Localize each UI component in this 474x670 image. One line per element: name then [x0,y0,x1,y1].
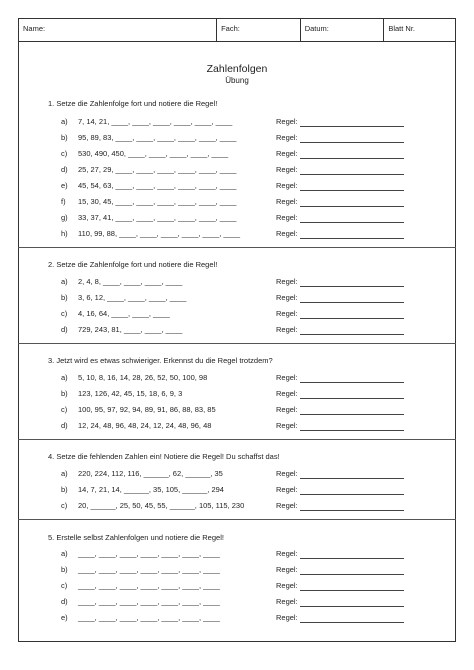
exercise-row [0,197,474,209]
exercise-row [0,213,474,225]
number-sequence[interactable]: 100, 95, 97, 92, 94, 89, 91, 86, 88, 83, 85 [78,405,216,414]
number-sequence[interactable]: 20, ______, 25, 50, 45, 55, ______, 105, 115, 230 [78,501,245,510]
exercise-label: c) [61,405,68,414]
exercise-label: b) [61,485,68,494]
exercise-label: c) [61,501,68,510]
number-sequence[interactable]: 3, 6, 12, ____, ____, ____, ____ [78,293,187,302]
exercise-label: h) [61,229,68,238]
exercise-row [0,421,474,433]
rule-label: Regel: [276,373,298,382]
rule-label: Regel: [276,421,298,430]
exercise-label: e) [61,613,68,622]
exercise-row [0,133,474,145]
rule-label: Regel: [276,501,298,510]
number-sequence[interactable]: 110, 99, 88, ____, ____, ____, ____, ____, ____ [78,229,241,238]
number-sequence[interactable]: ____, ____, ____, ____, ____, ____, ____ [78,597,220,606]
exercise-row [0,469,474,481]
exercise-label: e) [61,181,68,190]
number-sequence[interactable]: 4, 16, 64, ____, ____, ____ [78,309,170,318]
exercise-row [0,581,474,593]
rule-label: Regel: [276,181,298,190]
rule-label: Regel: [276,149,298,158]
rule-label: Regel: [276,277,298,286]
rule-label: Regel: [276,469,298,478]
rule-label: Regel: [276,325,298,334]
exercise-label: b) [61,389,68,398]
rule-answer-line[interactable] [300,158,404,159]
exercise-label: a) [61,549,68,558]
page-subtitle: Übung [225,76,249,85]
exercise-row [0,293,474,305]
rule-answer-line[interactable] [300,238,404,239]
rule-label: Regel: [276,597,298,606]
number-sequence[interactable]: 729, 243, 81, ____, ____, ____ [78,325,183,334]
exercise-label: b) [61,133,68,142]
exercise-row [0,613,474,625]
fach-field[interactable] [217,19,301,41]
blatt-label: Blatt Nr. [388,24,415,33]
exercise-label: g) [61,213,68,222]
number-sequence[interactable]: 15, 30, 45, ____, ____, ____, ____, ____, ____ [78,197,237,206]
section-divider [18,519,456,520]
number-sequence[interactable]: 12, 24, 48, 96, 48, 24, 12, 24, 48, 96, 48 [78,421,212,430]
rule-answer-line[interactable] [300,190,404,191]
rule-answer-line[interactable] [300,558,404,559]
exercise-label: d) [61,597,68,606]
section-divider [18,439,456,440]
task-heading: 1. Setze die Zahlenfolge fort und notiere die Regel! [48,99,218,108]
rule-label: Regel: [276,485,298,494]
number-sequence[interactable]: ____, ____, ____, ____, ____, ____, ____ [78,613,220,622]
number-sequence[interactable]: 123, 126, 42, 45, 15, 18, 6, 9, 3 [78,389,183,398]
exercise-label: c) [61,309,68,318]
blatt-field[interactable] [384,19,455,41]
rule-answer-line[interactable] [300,414,404,415]
worksheet-header [18,18,456,42]
rule-label: Regel: [276,117,298,126]
task-heading: 3. Jetzt wird es etwas schwieriger. Erkennst du die Regel trotzdem? [48,356,273,365]
exercise-label: a) [61,373,68,382]
rule-label: Regel: [276,133,298,142]
rule-label: Regel: [276,165,298,174]
number-sequence[interactable]: 2, 4, 8, ____, ____, ____, ____ [78,277,183,286]
rule-answer-line[interactable] [300,590,404,591]
exercise-row [0,597,474,609]
rule-answer-line[interactable] [300,606,404,607]
exercise-row [0,117,474,129]
rule-answer-line[interactable] [300,126,404,127]
datum-field[interactable] [301,19,385,41]
exercise-label: d) [61,325,68,334]
exercise-label: a) [61,277,68,286]
task-heading: 5. Erstelle selbst Zahlenfolgen und notiere die Regel! [48,533,224,542]
rule-answer-line[interactable] [300,382,404,383]
rule-label: Regel: [276,213,298,222]
exercise-label: f) [61,197,66,206]
rule-label: Regel: [276,405,298,414]
exercise-row [0,229,474,241]
exercise-label: c) [61,581,68,590]
number-sequence[interactable]: ____, ____, ____, ____, ____, ____, ____ [78,565,220,574]
number-sequence[interactable]: 7, 14, 21, ____, ____, ____, ____, ____, ____ [78,117,233,126]
name-label: Name: [23,24,46,33]
number-sequence[interactable]: ____, ____, ____, ____, ____, ____, ____ [78,581,220,590]
rule-label: Regel: [276,549,298,558]
exercise-label: d) [61,165,68,174]
exercise-row [0,309,474,321]
rule-label: Regel: [276,309,298,318]
number-sequence[interactable]: 33, 37, 41, ____, ____, ____, ____, ____, ____ [78,213,237,222]
rule-answer-line[interactable] [300,174,404,175]
exercise-label: c) [61,149,68,158]
exercise-row [0,165,474,177]
exercise-row [0,565,474,577]
section-divider [18,247,456,248]
exercise-row [0,405,474,417]
rule-answer-line[interactable] [300,206,404,207]
rule-answer-line[interactable] [300,334,404,335]
rule-answer-line[interactable] [300,286,404,287]
number-sequence[interactable]: 220, 224, 112, 116, ______, 62, ______, 35 [78,469,223,478]
number-sequence[interactable]: 530, 490, 450, ____, ____, ____, ____, ____ [78,149,229,158]
fach-label: Fach: [221,24,240,33]
rule-label: Regel: [276,581,298,590]
number-sequence[interactable]: 5, 10, 8, 16, 14, 28, 26, 52, 50, 100, 98 [78,373,208,382]
exercise-row [0,277,474,289]
rule-answer-line[interactable] [300,142,404,143]
number-sequence[interactable]: ____, ____, ____, ____, ____, ____, ____ [78,549,220,558]
rule-answer-line[interactable] [300,318,404,319]
task-heading: 2. Setze die Zahlenfolge fort und notiere die Regel! [48,260,218,269]
rule-answer-line[interactable] [300,574,404,575]
exercise-row [0,149,474,161]
rule-answer-line[interactable] [300,222,404,223]
exercise-row [0,549,474,561]
rule-label: Regel: [276,389,298,398]
rule-label: Regel: [276,613,298,622]
section-divider [18,343,456,344]
number-sequence[interactable]: 45, 54, 63, ____, ____, ____, ____, ____, ____ [78,181,237,190]
rule-answer-line[interactable] [300,430,404,431]
exercise-label: b) [61,293,68,302]
rule-label: Regel: [276,197,298,206]
rule-label: Regel: [276,229,298,238]
exercise-row [0,373,474,385]
exercise-row [0,325,474,337]
rule-answer-line[interactable] [300,398,404,399]
rule-answer-line[interactable] [300,494,404,495]
exercise-label: b) [61,565,68,574]
exercise-row [0,485,474,497]
exercise-label: a) [61,469,68,478]
rule-answer-line[interactable] [300,478,404,479]
exercise-row [0,181,474,193]
number-sequence[interactable]: 25, 27, 29, ____, ____, ____, ____, ____, ____ [78,165,237,174]
number-sequence[interactable]: 14, 7, 21, 14, ______, 35, 105, ______, 294 [78,485,224,494]
exercise-row [0,501,474,513]
rule-answer-line[interactable] [300,510,404,511]
task-heading: 4. Setze die fehlenden Zahlen ein! Notiere die Regel! Du schaffst das! [48,452,280,461]
datum-label: Datum: [304,24,329,33]
rule-answer-line[interactable] [300,622,404,623]
exercise-label: d) [61,421,68,430]
rule-label: Regel: [276,565,298,574]
name-field[interactable] [19,19,217,41]
exercise-row [0,389,474,401]
page-title: Zahlenfolgen [206,63,268,75]
rule-answer-line[interactable] [300,302,404,303]
number-sequence[interactable]: 95, 89, 83, ____, ____, ____, ____, ____, ____ [78,133,237,142]
exercise-label: a) [61,117,68,126]
rule-label: Regel: [276,293,298,302]
